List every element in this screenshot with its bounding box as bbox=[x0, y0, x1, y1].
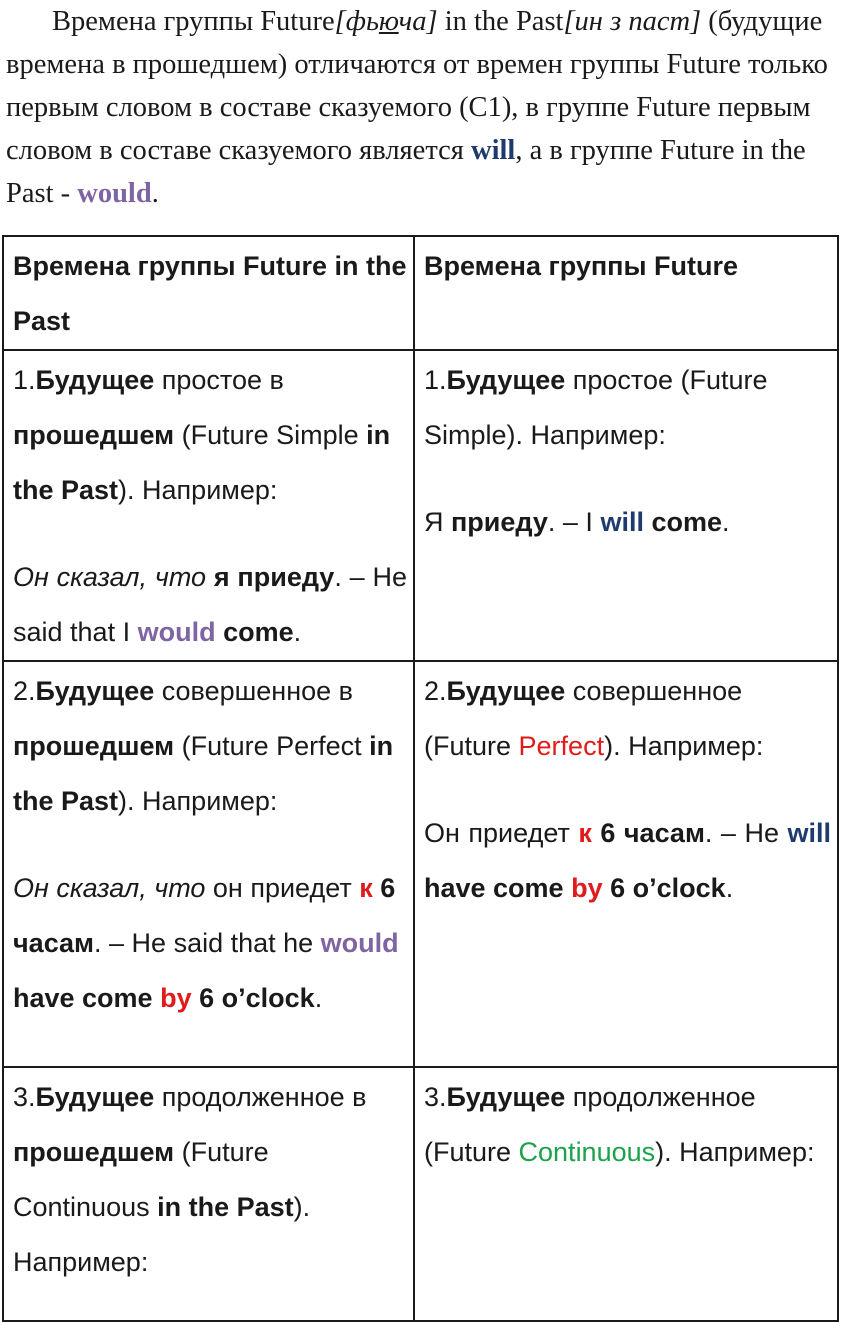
intro-transcription-stress: ю bbox=[378, 6, 399, 37]
cell-future-perfect: 2.Будущее совершенное (Future Perfect). Например: Он приедет к 6 часам. – He will have come by 6 o’clock. bbox=[414, 661, 838, 1067]
header-future: Времена группы Future bbox=[414, 236, 838, 350]
example-sentence: Я приеду. – I will come. bbox=[424, 507, 730, 537]
intro-transcription: [фь bbox=[334, 6, 379, 37]
intro-text: , а в группе Future in the Past - bbox=[6, 135, 806, 209]
example-sentence: Он приедет к 6 часам. – He will have come by 6 o’clock. bbox=[424, 818, 832, 903]
table-header-row bbox=[3, 236, 838, 350]
intro-transcription-end: ча] bbox=[398, 6, 438, 37]
intro-text: in the Past bbox=[437, 6, 564, 37]
cell-future-continuous-in-the-past: 3.Будущее продолженное в прошедшем (Future Continuous in the Past). Например: bbox=[3, 1067, 414, 1321]
cell-future-simple-in-the-past: 1.Будущее простое в прошедшем (Future Simple in the Past). Например: Он сказал, что я приеду. – He said that I would come. bbox=[3, 350, 414, 661]
example-sentence: Он сказал, что он приедет к 6 часам. – He said that he would have come by 6 o’clock. bbox=[13, 873, 399, 1013]
cell-future-continuous: 3.Будущее продолженное (Future Continuous). Например: bbox=[414, 1067, 838, 1321]
intro-paragraph bbox=[6, 0, 830, 215]
intro-text: Времена группы Future bbox=[52, 6, 335, 37]
intro-transcription: [ин з паст] bbox=[563, 6, 702, 37]
cell-future-perfect-in-the-past: 2.Будущее совершенное в прошедшем (Future Perfect in the Past). Например: Он сказал, что он приедет к 6 часам. – He said that he would have come by 6 o’clock. bbox=[3, 661, 414, 1067]
table-row bbox=[3, 350, 838, 661]
intro-text: . bbox=[151, 178, 159, 209]
header-future-in-the-past: Времена группы Future in the Past bbox=[3, 236, 414, 350]
intro-text: (будущие времена в прошедшем) отличаются от времен группы Future только первым словом в составе сказуемого (С1), в группе Future первым словом в составе сказуемого является bbox=[6, 6, 828, 166]
table-row bbox=[3, 1067, 838, 1321]
example-sentence: Он сказал, что я приеду. – He said that I would come. bbox=[13, 562, 407, 647]
table-row bbox=[3, 661, 838, 1067]
keyword-would: would bbox=[77, 178, 152, 209]
keyword-will: will bbox=[471, 135, 516, 166]
tenses-table bbox=[2, 235, 839, 1322]
cell-future-simple: 1.Будущее простое (Future Simple). Например: Я приеду. – I will come. bbox=[414, 350, 838, 661]
